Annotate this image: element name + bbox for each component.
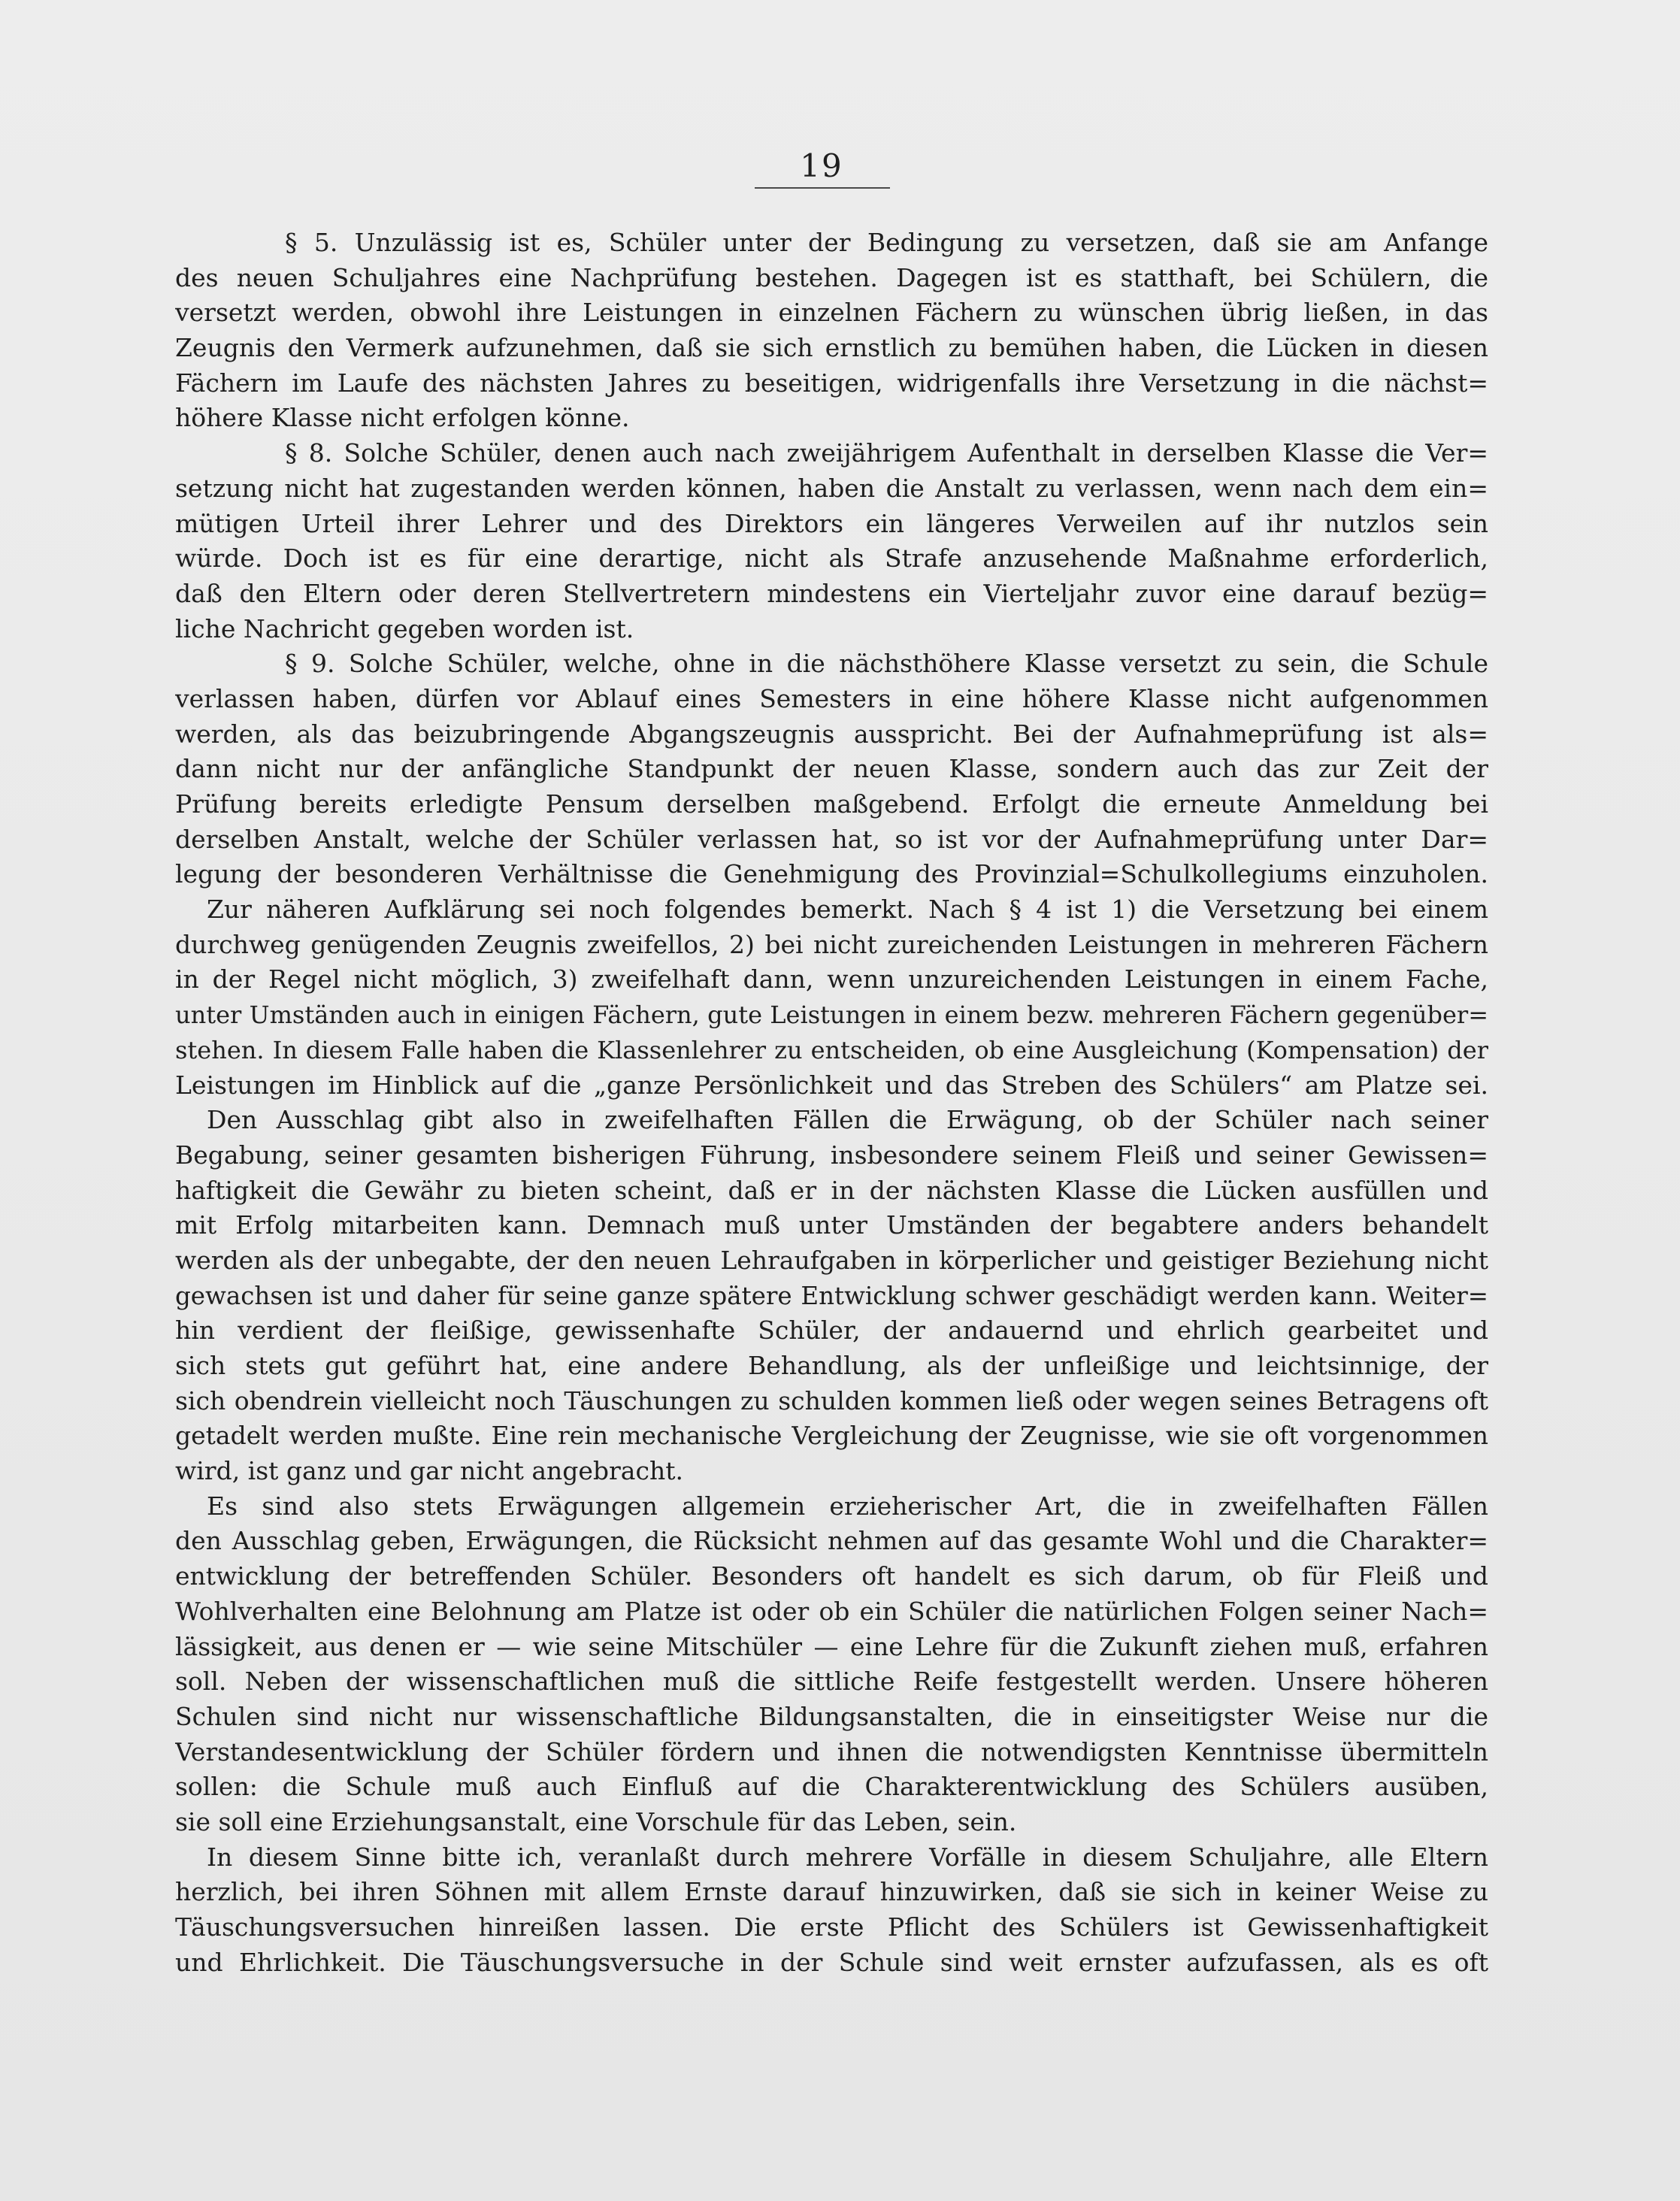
text-line: Täuschungsversuchen hinreißen lassen. Die erste Pflicht des Schülers ist Gewissenhaftigkeit <box>175 1912 1488 1942</box>
text-line: § 8. Solche Schüler, denen auch nach zweijährigem Aufenthalt in derselben Klasse die Ver= <box>285 438 1488 468</box>
page-number: 19 <box>800 147 843 184</box>
text-line: legung der besonderen Verhältnisse die Genehmigung des Provinzial=Schulkollegiums einzuholen. <box>175 859 1488 889</box>
text-line: setzung nicht hat zugestanden werden können, haben die Anstalt zu verlassen, wenn nach dem ein= <box>175 473 1488 503</box>
header-rule <box>755 187 890 189</box>
text-line: getadelt werden mußte. Eine rein mechanische Vergleichung der Zeugnisse, wie sie oft vorgenommen <box>175 1421 1488 1451</box>
text-line: Verstandesentwicklung der Schüler fördern und ihnen die notwendigsten Kenntnisse übermitteln <box>175 1736 1488 1767</box>
text-line: Schulen sind nicht nur wissenschaftliche Bildungsanstalten, die in einseitigster Weise nur die <box>175 1701 1488 1731</box>
text-line: § 5. Unzulässig ist es, Schüler unter der Bedingung zu versetzen, daß sie am Anfange <box>285 228 1488 257</box>
text-line: sollen: die Schule muß auch Einfluß auf die Charakterentwicklung des Schülers ausüben, <box>175 1772 1488 1802</box>
text-line: und Ehrlichkeit. Die Täuschungsversuche in der Schule sind weit ernster aufzufassen, als es oft <box>175 1947 1488 1977</box>
text-line: herzlich, bei ihren Söhnen mit allem Ernste darauf hinzuwirken, daß sie sich in keiner Weise zu <box>175 1877 1488 1907</box>
text-line: werden als der unbegabte, der den neuen Lehraufgaben in körperlicher und geistiger Beziehung nicht <box>175 1245 1488 1275</box>
text-line: Zeugnis den Vermerk aufzunehmen, daß sie sich ernstlich zu bemühen haben, die Lücken in diesen <box>175 333 1488 363</box>
text-line: Prüfung bereits erledigte Pensum derselben maßgebend. Erfolgt die erneute Anmeldung bei <box>175 789 1488 819</box>
text-line: daß den Eltern oder deren Stellvertretern mindestens ein Vierteljahr zuvor eine darauf bezüg= <box>175 578 1488 608</box>
text-line: Begabung, seiner gesamten bisherigen Führung, insbesondere seinem Fleiß und seiner Gewissen= <box>175 1140 1488 1170</box>
text-line: höhere Klasse nicht erfolgen könne. <box>175 403 630 433</box>
text-line: stehen. In diesem Falle haben die Klassenlehrer zu entscheiden, ob eine Ausgleichung (Kompensation) der <box>175 1035 1488 1064</box>
text-line: des neuen Schuljahres eine Nachprüfung bestehen. Dagegen ist es statthaft, bei Schülern, die <box>175 262 1488 292</box>
text-line: sich obendrein vielleicht noch Täuschungen zu schulden kommen ließ oder wegen seines Betragens oft <box>175 1385 1488 1415</box>
text-line: mütigen Urteil ihrer Lehrer und des Direktors ein längeres Verweilen auf ihr nutzlos sein <box>175 508 1488 538</box>
text-line: mit Erfolg mitarbeiten kann. Demnach muß unter Umständen der begabtere anders behandelt <box>175 1210 1488 1240</box>
text-line: Es sind also stets Erwägungen allgemein erzieherischer Art, die in zweifelhaften Fällen <box>207 1491 1488 1521</box>
text-line: liche Nachricht gegeben worden ist. <box>175 613 634 643</box>
text-line: versetzt werden, obwohl ihre Leistungen in einzelnen Fächern zu wünschen übrig ließen, in das <box>175 298 1488 328</box>
text-line: sie soll eine Erziehungsanstalt, eine Vorschule für das Leben, sein. <box>175 1806 1017 1836</box>
text-line: den Ausschlag geben, Erwägungen, die Rücksicht nehmen auf das gesamte Wohl und die Charakter= <box>175 1526 1488 1556</box>
text-line: durchweg genügenden Zeugnis zweifellos, 2) bei nicht zureichenden Leistungen in mehreren Fächern <box>175 929 1488 959</box>
text-line: werden, als das beizubringende Abgangszeugnis ausspricht. Bei der Aufnahmeprüfung ist als= <box>175 719 1488 749</box>
body-text <box>175 226 1488 1980</box>
text-line: In diesem Sinne bitte ich, veranlaßt durch mehrere Vorfälle in diesem Schuljahre, alle Eltern <box>207 1842 1488 1872</box>
text-line: würde. Doch ist es für eine derartige, nicht als Strafe anzusehende Maßnahme erforderlich, <box>175 543 1488 574</box>
text-line: Leistungen im Hinblick auf die „ganze Persönlichkeit und das Streben des Schülers“ am Platze sei. <box>175 1070 1488 1100</box>
text-line: § 9. Solche Schüler, welche, ohne in die nächsthöhere Klasse versetzt zu sein, die Schule <box>285 649 1488 679</box>
text-line: wird, ist ganz und gar nicht angebracht. <box>175 1456 683 1486</box>
text-line: in der Regel nicht möglich, 3) zweifelhaft dann, wenn unzureichenden Leistungen in einem Fache, <box>175 964 1488 995</box>
text-line: soll. Neben der wissenschaftlichen muß die sittliche Reife festgestellt werden. Unsere höheren <box>175 1667 1488 1697</box>
text-line: Den Ausschlag gibt also in zweifelhaften Fällen die Erwägung, ob der Schüler nach seiner <box>207 1105 1488 1135</box>
text-line: derselben Anstalt, welche der Schüler verlassen hat, so ist vor der Aufnahmeprüfung unter Dar= <box>175 824 1488 854</box>
text-line: lässigkeit, aus denen er — wie seine Mitschüler — eine Lehre für die Zukunft ziehen muß, erfahren <box>175 1631 1488 1661</box>
text-line: Fächern im Laufe des nächsten Jahres zu beseitigen, widrigenfalls ihre Versetzung in die nächst= <box>175 368 1488 398</box>
text-line: Zur näheren Aufklärung sei noch folgendes bemerkt. Nach § 4 ist 1) die Versetzung bei einem <box>207 895 1488 925</box>
text-line: unter Umständen auch in einigen Fächern, gute Leistungen in einem bezw. mehreren Fächern gegenüber= <box>175 1001 1488 1030</box>
text-line: haftigkeit die Gewähr zu bieten scheint, daß er in der nächsten Klasse die Lücken ausfüllen und <box>175 1175 1488 1205</box>
text-line: dann nicht nur der anfängliche Standpunkt der neuen Klasse, sondern auch das zur Zeit der <box>175 754 1488 784</box>
text-line: sich stets gut geführt hat, eine andere Behandlung, als der unfleißige und leichtsinnige, der <box>175 1351 1488 1380</box>
text-line: verlassen haben, dürfen vor Ablauf eines Semesters in eine höhere Klasse nicht aufgenommen <box>175 683 1488 713</box>
text-line: Wohlverhalten eine Belohnung am Platze ist oder ob ein Schüler die natürlichen Folgen seiner Nach= <box>175 1596 1488 1626</box>
text-line: gewachsen ist und daher für seine ganze spätere Entwicklung schwer geschädigt werden kann. Weiter= <box>175 1281 1488 1310</box>
text-line: entwicklung der betreffenden Schüler. Besonders oft handelt es sich darum, ob für Fleiß und <box>175 1561 1488 1591</box>
text-line: hin verdient der fleißige, gewissenhafte Schüler, der andauernd und ehrlich gearbeitet und <box>175 1315 1488 1346</box>
